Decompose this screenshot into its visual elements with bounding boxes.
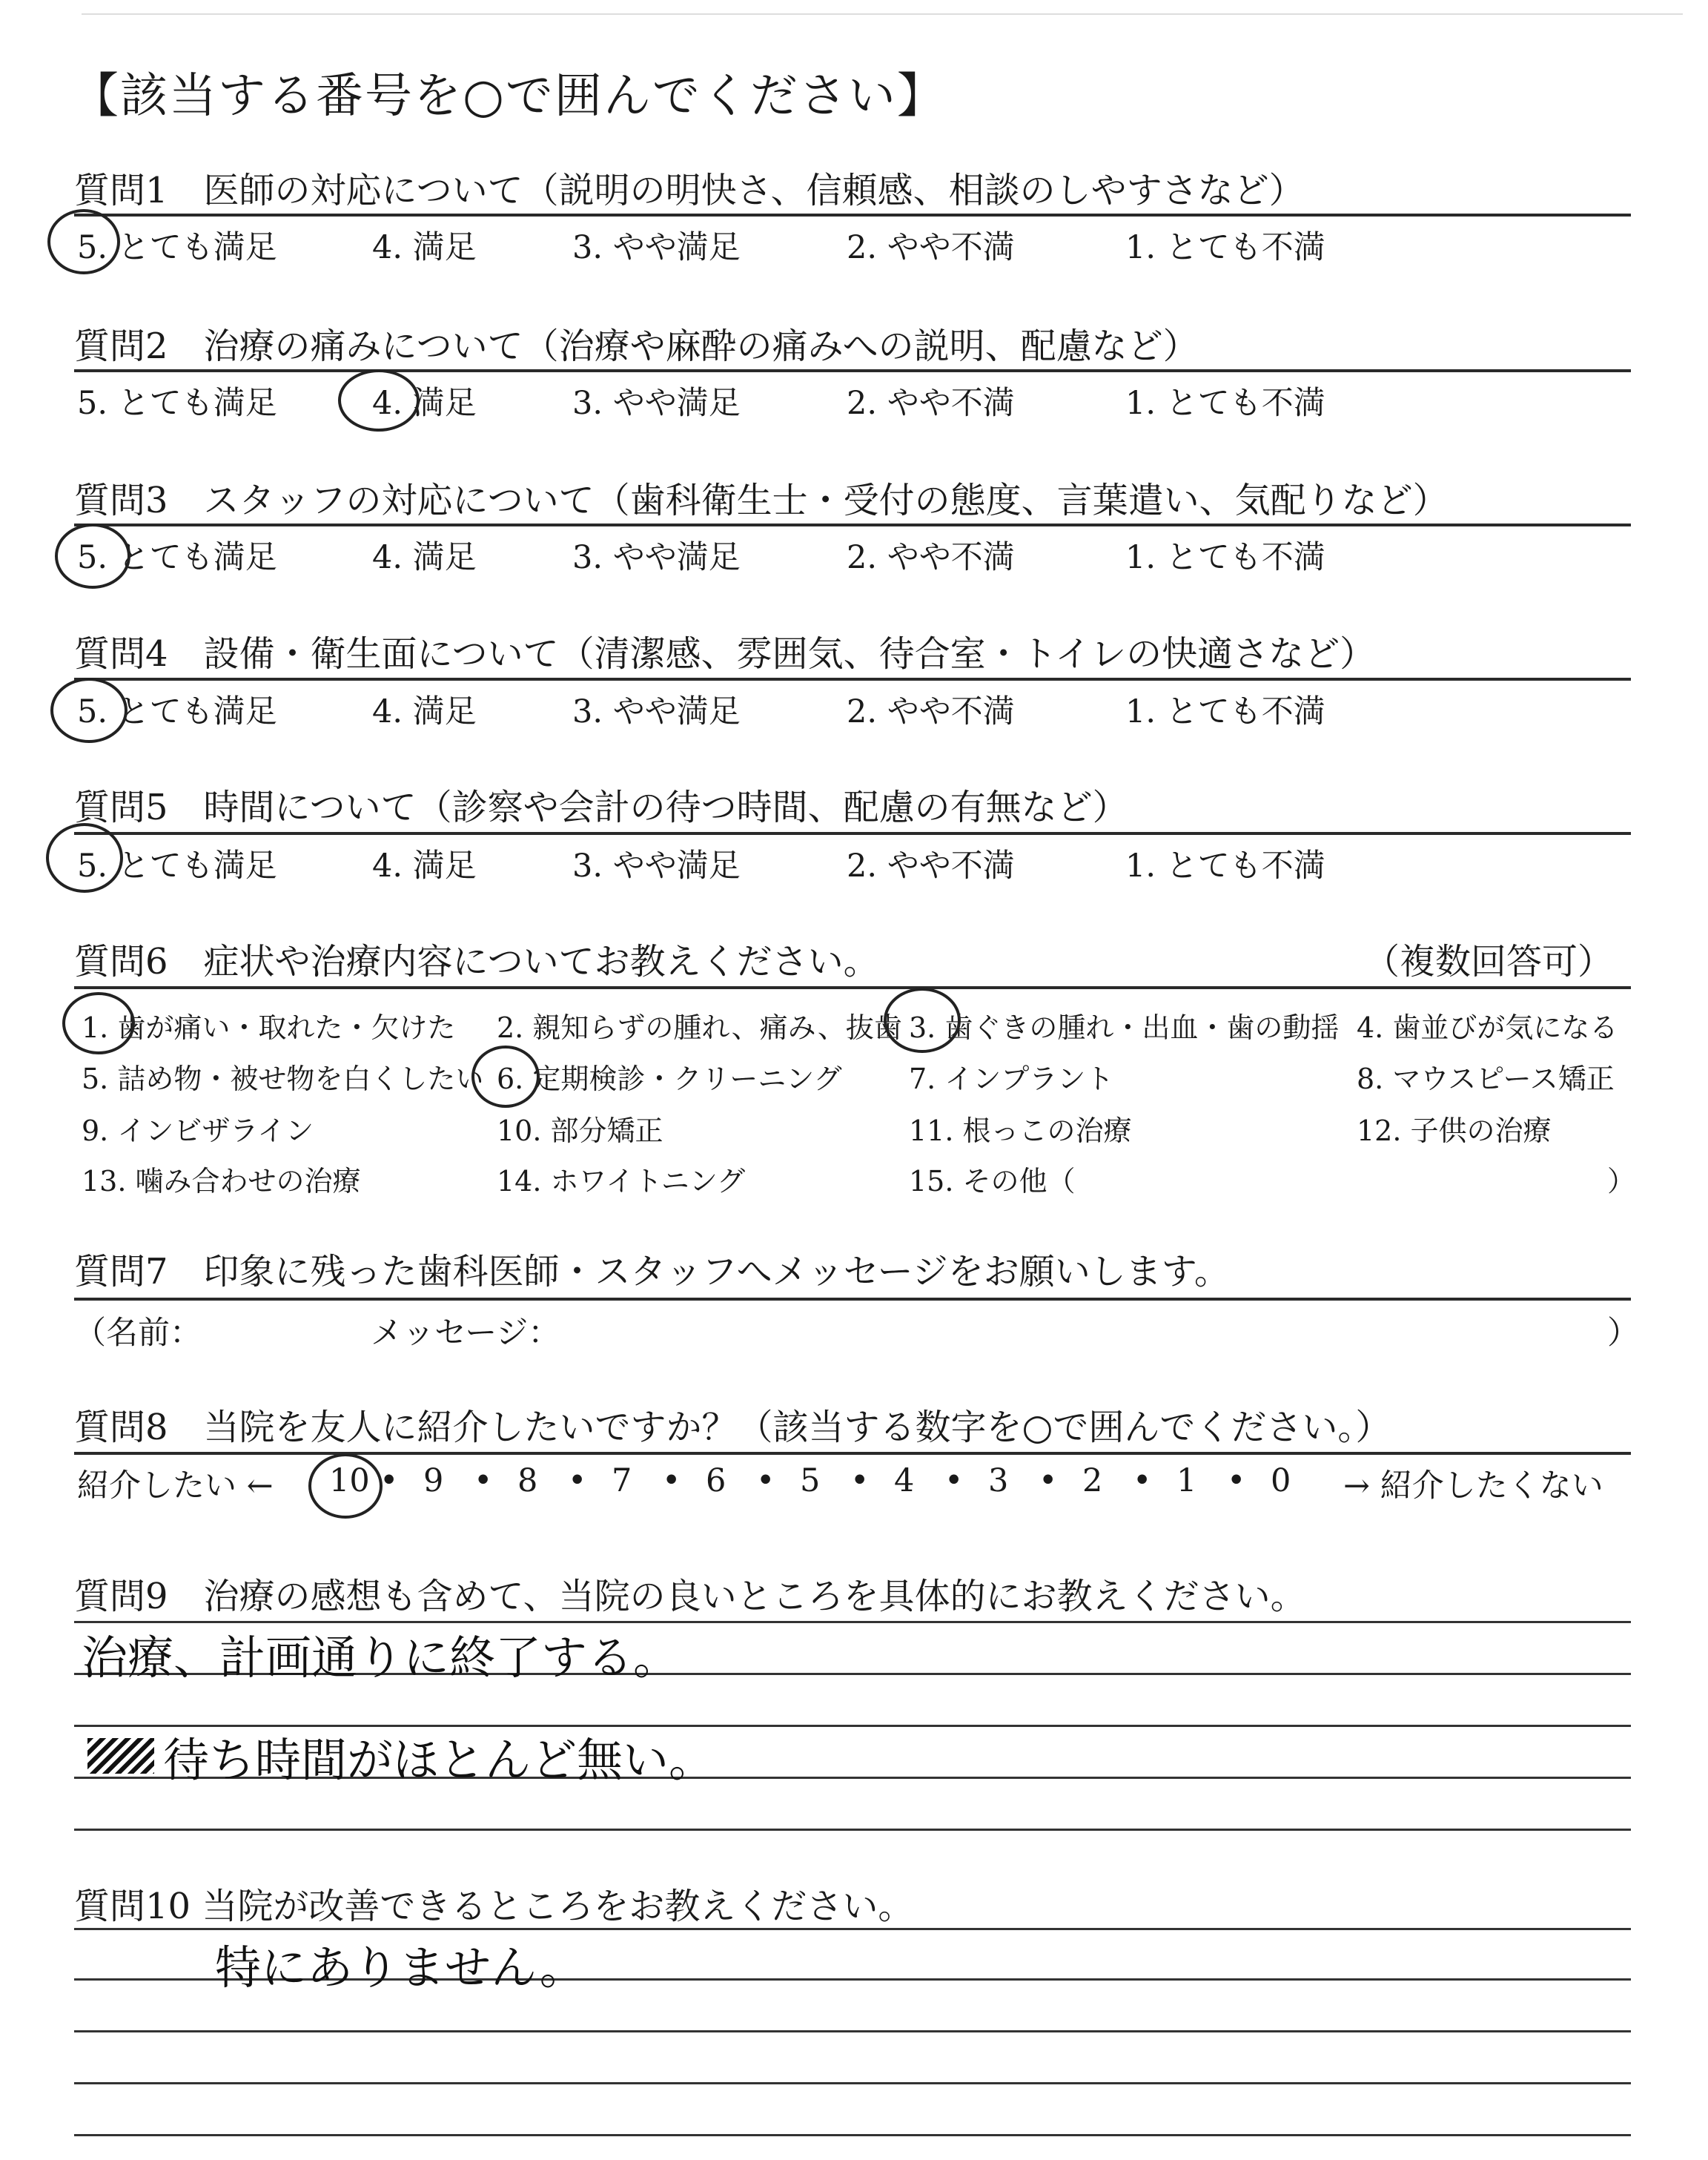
q3-option-3[interactable]: 3. やや満足 <box>572 539 741 576</box>
question-6-rule <box>74 986 1631 989</box>
q6-item-6[interactable]: 6. 定期検診・クリーニング <box>497 1063 842 1095</box>
q6-item-10[interactable]: 10. 部分矯正 <box>497 1114 663 1147</box>
question-1-rule <box>74 214 1631 217</box>
q5-option-4[interactable]: 4. 満足 <box>372 848 477 885</box>
q8-scale-separator: • <box>944 1462 964 1499</box>
q3-selection-circle <box>55 524 130 589</box>
q8-scale-value-7[interactable]: 7 <box>612 1462 632 1499</box>
q5-option-5[interactable]: 5. とても満足 <box>77 848 277 885</box>
page-title: 【該当する番号を○で囲んでください】 <box>71 69 946 124</box>
q6-item-9[interactable]: 9. インビザライン <box>82 1114 314 1147</box>
q8-scale-value-10[interactable]: 10 <box>329 1462 370 1499</box>
q6-item-15[interactable]: 15. その他（ <box>909 1165 1076 1198</box>
question-9-label: 質問9 治療の感想も含めて、当院の良いところを具体的にお教えください。 <box>74 1576 1306 1617</box>
q8-left-label: 紹介したい ← <box>77 1467 274 1505</box>
q6-item-3-circle <box>884 988 961 1053</box>
q9-handwritten-answer-2: 待ち時間がほとんど無い。 <box>163 1733 715 1787</box>
q6-item-8[interactable]: 8. マウスピース矯正 <box>1357 1063 1615 1095</box>
q2-option-1[interactable]: 1. とても不満 <box>1125 385 1325 422</box>
q7-message-label: メッセージ： <box>371 1315 560 1352</box>
q1-option-2[interactable]: 2. やや不満 <box>847 229 1015 266</box>
q1-selection-circle <box>47 209 120 274</box>
q6-item-5[interactable]: 5. 詰め物・被せ物を白くしたい <box>82 1063 484 1095</box>
q1-option-1[interactable]: 1. とても不満 <box>1125 229 1325 266</box>
q2-selection-circle <box>338 369 420 432</box>
q6-item-7[interactable]: 7. インプラント <box>909 1063 1114 1095</box>
question-10-label: 質問10 当院が改善できるところをお教えください。 <box>74 1886 914 1927</box>
q8-scale-value-0[interactable]: 0 <box>1271 1462 1291 1499</box>
q5-option-1[interactable]: 1. とても不満 <box>1125 848 1325 885</box>
q6-item-3[interactable]: 3. 歯ぐきの腫れ・出血・歯の動揺 <box>909 1011 1340 1044</box>
q6-item-11[interactable]: 11. 根っこの治療 <box>909 1114 1132 1147</box>
q6-item-2[interactable]: 2. 親知らずの腫れ、痛み、抜歯 <box>497 1011 902 1044</box>
q4-selection-circle <box>50 678 128 743</box>
q10-answer-line-5 <box>74 2134 1631 2136</box>
q8-scale-value-3[interactable]: 3 <box>988 1462 1009 1499</box>
q8-scale-value-1[interactable]: 1 <box>1176 1462 1197 1499</box>
q5-option-2[interactable]: 2. やや不満 <box>847 848 1015 885</box>
q2-option-4[interactable]: 4. 満足 <box>372 385 477 422</box>
question-6-label: 質問6 症状や治療内容についてお教えください。 <box>74 941 879 982</box>
q4-option-1[interactable]: 1. とても不満 <box>1125 693 1325 730</box>
q2-option-3[interactable]: 3. やや満足 <box>572 385 741 422</box>
q6-item-4[interactable]: 4. 歯並びが気になる <box>1357 1011 1618 1044</box>
q3-option-2[interactable]: 2. やや不満 <box>847 539 1015 576</box>
q3-option-4[interactable]: 4. 満足 <box>372 539 477 576</box>
q2-option-2[interactable]: 2. やや不満 <box>847 385 1015 422</box>
q8-scale-separator: • <box>1039 1462 1058 1499</box>
q8-right-label: → 紹介したくない <box>1343 1467 1603 1505</box>
q8-scale-value-8[interactable]: 8 <box>517 1462 538 1499</box>
q1-option-3[interactable]: 3. やや満足 <box>572 229 741 266</box>
q8-scale-value-2[interactable]: 2 <box>1082 1462 1103 1499</box>
q9-answer-line-5 <box>74 1829 1631 1831</box>
q9-handwritten-answer-1: 治療、計画通りに終了する。 <box>82 1631 680 1685</box>
q2-option-5[interactable]: 5. とても満足 <box>77 385 277 422</box>
q5-selection-circle <box>46 823 123 893</box>
q8-selection-circle <box>308 1453 383 1519</box>
q6-item-6-circle <box>471 1046 540 1108</box>
q8-scale-value-5[interactable]: 5 <box>800 1462 821 1499</box>
question-5-rule <box>74 832 1631 835</box>
q4-option-3[interactable]: 3. やや満足 <box>572 693 741 730</box>
q10-answer-line-1 <box>74 1928 1631 1930</box>
q8-scale-value-6[interactable]: 6 <box>706 1462 726 1499</box>
q4-option-4[interactable]: 4. 満足 <box>372 693 477 730</box>
question-2-rule <box>74 369 1631 372</box>
q4-option-5[interactable]: 5. とても満足 <box>77 693 277 730</box>
q7-close-paren: ） <box>1607 1315 1639 1352</box>
q10-handwritten-answer: 特にありません。 <box>215 1941 586 1995</box>
q7-name-label: （名前： <box>74 1315 202 1352</box>
question-8-label: 質問8 当院を友人に紹介したいですか？（該当する数字を○で囲んでください。） <box>74 1407 1391 1448</box>
scribble-mark <box>87 1738 154 1774</box>
q8-scale-separator: • <box>380 1462 399 1499</box>
question-5-label: 質問5 時間について（診察や会計の待つ時間、配慮の有無など） <box>74 787 1128 828</box>
q10-answer-line-4 <box>74 2082 1631 2084</box>
question-7-rule <box>74 1298 1631 1301</box>
q6-item-1[interactable]: 1. 歯が痛い・取れた・欠けた <box>82 1011 456 1044</box>
q10-answer-line-3 <box>74 2030 1631 2032</box>
scan-edge <box>82 13 1683 15</box>
q8-scale-separator: • <box>756 1462 775 1499</box>
question-1-label: 質問1 医師の対応について（説明の明快さ、信頼感、相談のしやすさなど） <box>74 170 1305 211</box>
q3-option-1[interactable]: 1. とても不満 <box>1125 539 1325 576</box>
q6-item-1-circle <box>62 992 135 1054</box>
question-4-label: 質問4 設備・衛生面について（清潔感、雰囲気、待合室・トイレの快適さなど） <box>74 633 1376 675</box>
question-3-label: 質問3 スタッフの対応について（歯科衛生士・受付の態度、言葉遣い、気配りなど） <box>74 480 1449 521</box>
q6-item-12[interactable]: 12. 子供の治療 <box>1357 1114 1552 1147</box>
question-4-rule <box>74 678 1631 681</box>
q8-scale-separator: • <box>474 1462 493 1499</box>
q6-item-14[interactable]: 14. ホワイトニング <box>497 1165 746 1198</box>
q5-option-3[interactable]: 3. やや満足 <box>572 848 741 885</box>
question-2-label: 質問2 治療の痛みについて（治療や麻酔の痛みへの説明、配慮など） <box>74 326 1199 367</box>
q1-option-5[interactable]: 5. とても満足 <box>77 229 277 266</box>
q3-option-5[interactable]: 5. とても満足 <box>77 539 277 576</box>
q8-scale-separator: • <box>568 1462 587 1499</box>
q8-scale-separator: • <box>850 1462 870 1499</box>
question-6-note: （複数回答可） <box>1364 941 1614 982</box>
q8-scale-value-9[interactable]: 9 <box>423 1462 444 1499</box>
q8-scale-separator: • <box>662 1462 681 1499</box>
q6-item-15-close: ） <box>1607 1165 1636 1198</box>
question-8-rule <box>74 1452 1631 1455</box>
q6-item-13[interactable]: 13. 噛み合わせの治療 <box>82 1165 361 1198</box>
q1-option-4[interactable]: 4. 満足 <box>372 229 477 266</box>
q8-scale-separator: • <box>1133 1462 1152 1499</box>
q8-scale-separator: • <box>1227 1462 1246 1499</box>
question-7-label: 質問7 印象に残った歯科医師・スタッフへメッセージをお願いします。 <box>74 1251 1230 1292</box>
q4-option-2[interactable]: 2. やや不満 <box>847 693 1015 730</box>
q8-scale-value-4[interactable]: 4 <box>894 1462 915 1499</box>
question-3-rule <box>74 524 1631 526</box>
